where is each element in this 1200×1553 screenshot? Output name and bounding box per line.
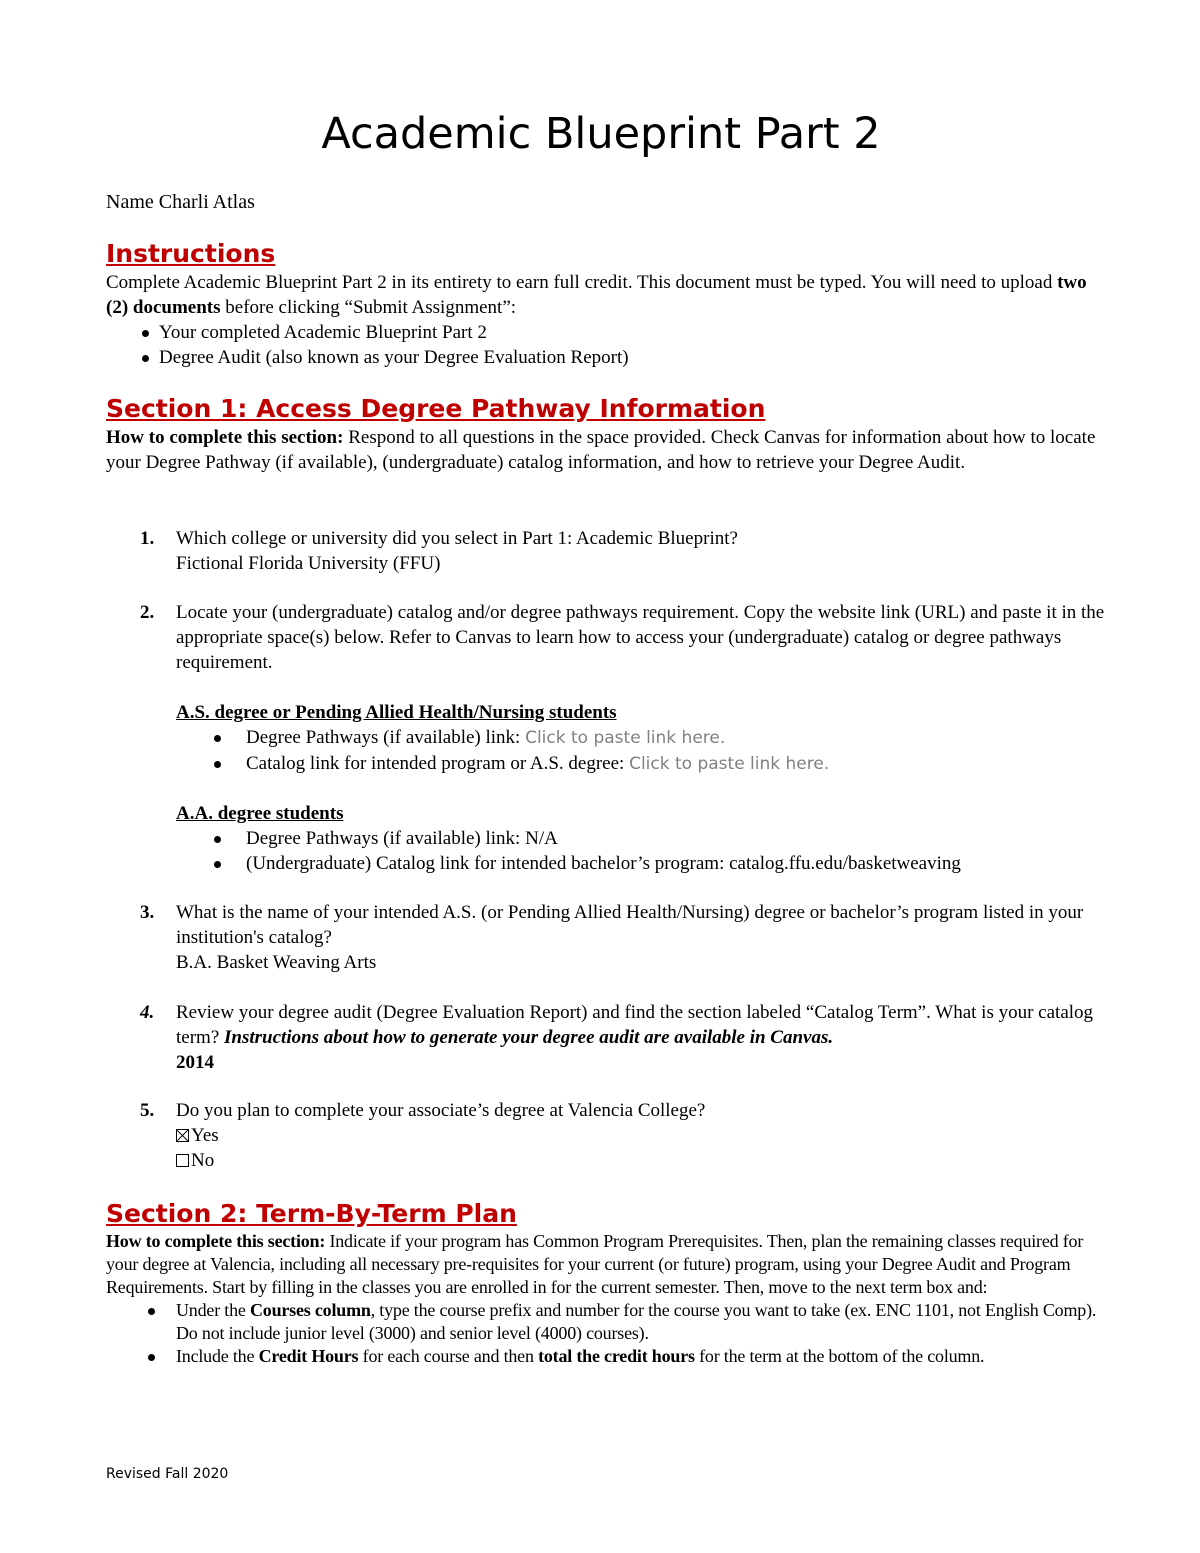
option-label: No bbox=[191, 1150, 215, 1171]
section-2-heading: Section 2: Term-By-Term Plan bbox=[106, 1199, 517, 1228]
question-text: Do you plan to complete your associate’s degree at Valencia College? bbox=[176, 1100, 706, 1121]
question-number: 1. bbox=[140, 528, 155, 549]
option-yes[interactable] bbox=[176, 1123, 1106, 1148]
instructions-text bbox=[106, 270, 1106, 320]
instructions-text-part: Complete Academic Blueprint Part 2 in its entirety to earn full credit. This document must be typed. You will need to upload bbox=[106, 272, 1058, 293]
checkbox-checked-icon[interactable] bbox=[176, 1129, 189, 1142]
how-text: Respond to all questions in the space provided. Check Canvas for information about how to locate your Degree Pathway (if available), (undergraduate) catalog information, and how to retrieve your Degree Audit. bbox=[106, 427, 1096, 473]
question-2 bbox=[106, 600, 1106, 675]
answer-text[interactable]: B.A. Basket Weaving Arts bbox=[176, 952, 377, 973]
list-item bbox=[106, 1299, 1106, 1345]
section-1-how bbox=[106, 425, 1106, 475]
text-bold: Credit Hours bbox=[258, 1346, 359, 1366]
section-1 bbox=[106, 393, 1106, 475]
text-part: Under the bbox=[176, 1300, 250, 1320]
list-item bbox=[106, 725, 1106, 751]
question-text: Locate your (undergraduate) catalog and/or degree pathways requirement. Copy the website link (URL) and paste it in the appropriate space(s) below. Refer to Canvas to learn how to access your (undergraduate) catalog or degree pathways requirement. bbox=[176, 602, 1105, 673]
paste-link-field[interactable]: Click to paste link here. bbox=[525, 728, 726, 748]
text-part: for the term at the bottom of the column. bbox=[694, 1346, 985, 1366]
question-1 bbox=[106, 526, 1106, 576]
instructions-list bbox=[106, 320, 1106, 370]
list-item bbox=[106, 851, 1106, 876]
item-label: (Undergraduate) Catalog link for intended bachelor’s program: bbox=[246, 853, 730, 874]
text-bold: total the credit hours bbox=[538, 1346, 695, 1366]
instructions-heading: Instructions bbox=[106, 239, 276, 268]
name-line: Name Charli Atlas bbox=[106, 191, 255, 213]
document-title: Academic Blueprint Part 2 bbox=[321, 109, 881, 159]
question-3 bbox=[106, 900, 1106, 975]
question-number: 2. bbox=[140, 602, 155, 623]
how-label: How to complete this section: bbox=[106, 1231, 326, 1251]
as-degree-list bbox=[106, 725, 1106, 777]
list-item: Your completed Academic Blueprint Part 2 bbox=[106, 320, 1106, 345]
section-1-heading: Section 1: Access Degree Pathway Information bbox=[106, 394, 766, 423]
question-number: 4. bbox=[140, 1002, 155, 1023]
question-5 bbox=[106, 1098, 1106, 1173]
as-degree-heading: A.S. degree or Pending Allied Health/Nursing students bbox=[176, 702, 617, 723]
section-2-list bbox=[106, 1299, 1106, 1368]
question-number: 3. bbox=[140, 902, 155, 923]
question-text-part: Review your degree audit (Degree Evaluation Report) and find the section labeled “Catalog Term”. What is your catalog term? bbox=[176, 1002, 1094, 1048]
section-2 bbox=[106, 1198, 1106, 1368]
item-value[interactable]: catalog.ffu.edu/basketweaving bbox=[729, 853, 961, 874]
item-label: Catalog link for intended program or A.S. degree: bbox=[246, 753, 630, 774]
aa-degree-list bbox=[106, 826, 1106, 876]
checkbox-empty-icon[interactable] bbox=[176, 1154, 189, 1167]
list-item bbox=[106, 1345, 1106, 1368]
option-label: Yes bbox=[191, 1125, 219, 1146]
how-text: Indicate if your program has Common Program Prerequisites. Then, plan the remaining classes required for your degree at Valencia, including all necessary pre-requisites for your current (or future) program, using your Degree Audit and Program Requirements. Start by filling in the classes you are enrolled in for the current semester. Then, move to the next term box and: bbox=[106, 1231, 1084, 1297]
question-number: 5. bbox=[140, 1100, 155, 1121]
list-item: Degree Audit (also known as your Degree Evaluation Report) bbox=[106, 345, 1106, 370]
item-label: Degree Pathways (if available) link: bbox=[246, 727, 526, 748]
list-item bbox=[106, 826, 1106, 851]
answer-text[interactable]: 2014 bbox=[176, 1052, 214, 1073]
instructions-section bbox=[106, 238, 1106, 370]
footer-revision: Revised Fall 2020 bbox=[106, 1466, 229, 1482]
answer-text[interactable]: Fictional Florida University (FFU) bbox=[176, 553, 441, 574]
question-4 bbox=[106, 1000, 1106, 1075]
question-emphasis: Instructions about how to generate your degree audit are available in Canvas. bbox=[224, 1027, 834, 1048]
list-item bbox=[106, 751, 1106, 777]
text-bold: Courses column bbox=[249, 1300, 371, 1320]
aa-degree-block bbox=[106, 801, 1106, 876]
instructions-text-bold: two (2) documents bbox=[106, 272, 1087, 318]
text-part: for each course and then bbox=[358, 1346, 539, 1366]
instructions-text-part: before clicking “Submit Assignment”: bbox=[220, 297, 517, 318]
section-2-how bbox=[106, 1230, 1106, 1299]
as-degree-block bbox=[106, 700, 1106, 777]
how-label: How to complete this section: bbox=[106, 427, 344, 448]
paste-link-field[interactable]: Click to paste link here. bbox=[629, 754, 830, 774]
text-part: Include the bbox=[176, 1346, 259, 1366]
item-value[interactable]: N/A bbox=[525, 828, 558, 849]
question-text: Which college or university did you select in Part 1: Academic Blueprint? bbox=[176, 528, 738, 549]
text-part: , type the course prefix and number for the course you want to take (ex. ENC 1101, not English Comp). Do not include junior level (3000) and senior level (4000) courses). bbox=[176, 1300, 1097, 1343]
question-text: What is the name of your intended A.S. (or Pending Allied Health/Nursing) degree or bachelor’s program listed in your institution's catalog? bbox=[176, 902, 1084, 948]
option-no[interactable] bbox=[176, 1148, 1106, 1173]
item-label: Degree Pathways (if available) link: bbox=[246, 828, 526, 849]
aa-degree-heading: A.A. degree students bbox=[176, 803, 344, 824]
question-text bbox=[176, 1000, 1106, 1050]
